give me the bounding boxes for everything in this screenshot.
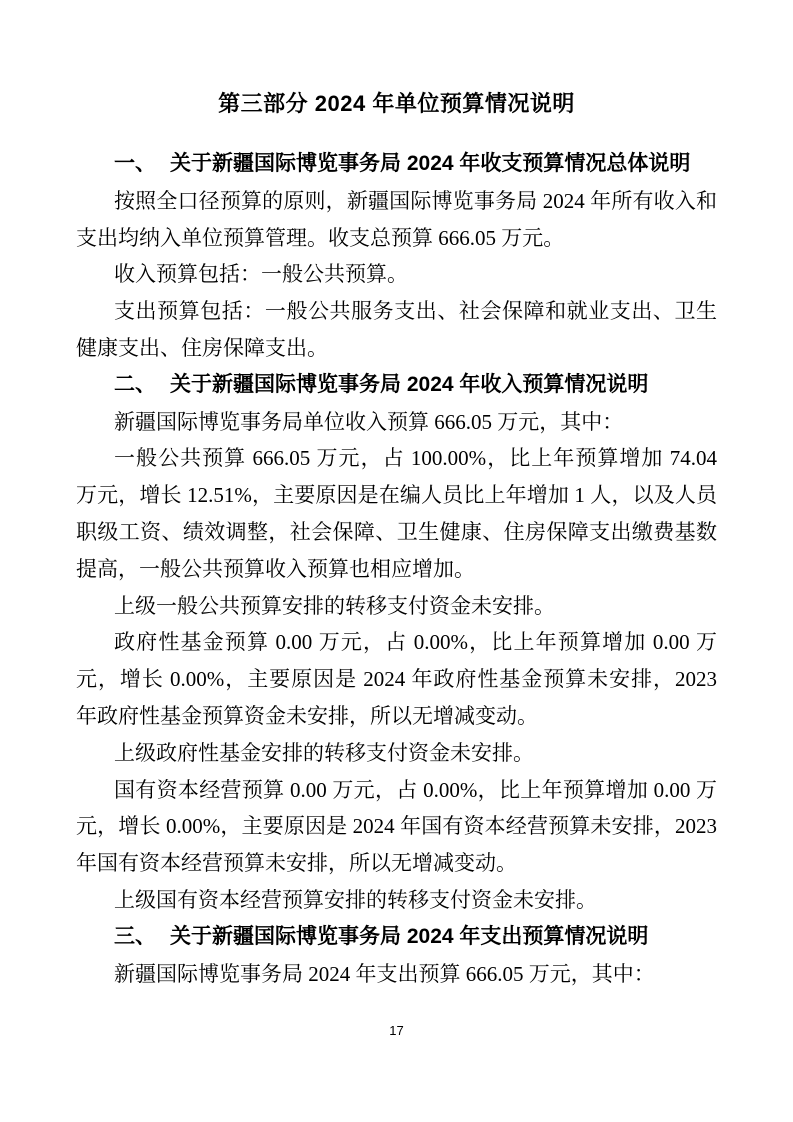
document-body (76, 146, 717, 992)
paragraph: 按照全口径预算的原则，新疆国际博览事务局 2024 年所有收入和支出均纳入单位预算管理。收支总预算 666.05 万元。 (76, 188, 717, 250)
section-heading-3 (76, 919, 717, 956)
paragraph: 国有资本经营预算 0.00 万元，占 0.00%，比上年预算增加 0.00 万元，增长 0.00%，主要原因是 2024 年国有资本经营预算未安排，2023 年国有资本经营预算未安排，所以无增减变动。 (76, 777, 717, 876)
paragraph: 上级国有资本经营预算安排的转移支付资金未安排。 (114, 887, 597, 912)
paragraph: 新疆国际博览事务局 2024 年支出预算 666.05 万元，其中： (114, 961, 655, 986)
section-number: 三、 (114, 924, 156, 948)
section-heading-text: 关于新疆国际博览事务局 2024 年收支预算情况总体说明 (170, 152, 691, 175)
section-heading-text: 关于新疆国际博览事务局 2024 年支出预算情况说明 (170, 924, 649, 948)
document-title: 第三部分 2024 年单位预算情况说明 (218, 91, 575, 116)
paragraph: 支出预算包括：一般公共服务支出、社会保障和就业支出、卫生健康支出、住房保障支出。 (76, 299, 717, 360)
page-number: 17 (389, 1023, 404, 1038)
paragraph: 上级一般公共预算安排的转移支付资金未安排。 (114, 593, 555, 618)
paragraph: 上级政府性基金安排的转移支付资金未安排。 (114, 740, 534, 765)
section-heading-1 (76, 146, 717, 183)
section-heading-2 (76, 367, 717, 404)
section-number: 一、 (114, 152, 156, 175)
section-heading-text: 关于新疆国际博览事务局 2024 年收入预算情况说明 (170, 372, 649, 396)
paragraph: 新疆国际博览事务局单位收入预算 666.05 万元，其中： (114, 409, 624, 434)
section-number: 二、 (114, 372, 156, 396)
paragraph: 收入预算包括：一般公共预算。 (114, 262, 408, 287)
paragraph: 政府性基金预算 0.00 万元，占 0.00%，比上年预算增加 0.00 万元，增长 0.00%，主要原因是 2024 年政府性基金预算未安排，2023 年政府性基金预算资金未安排，所以无增减变动。 (76, 630, 717, 728)
paragraph: 一般公共预算 666.05 万元，占 100.00%，比上年预算增加 74.04 万元，增长 12.51%，主要原因是在编人员比上年增加 1 人，以及人员职级工资、绩效调整，社会保障、卫生健康、住房保障支出缴费基数提高，一般公共预算收入预算也相应增加。 (76, 446, 717, 581)
